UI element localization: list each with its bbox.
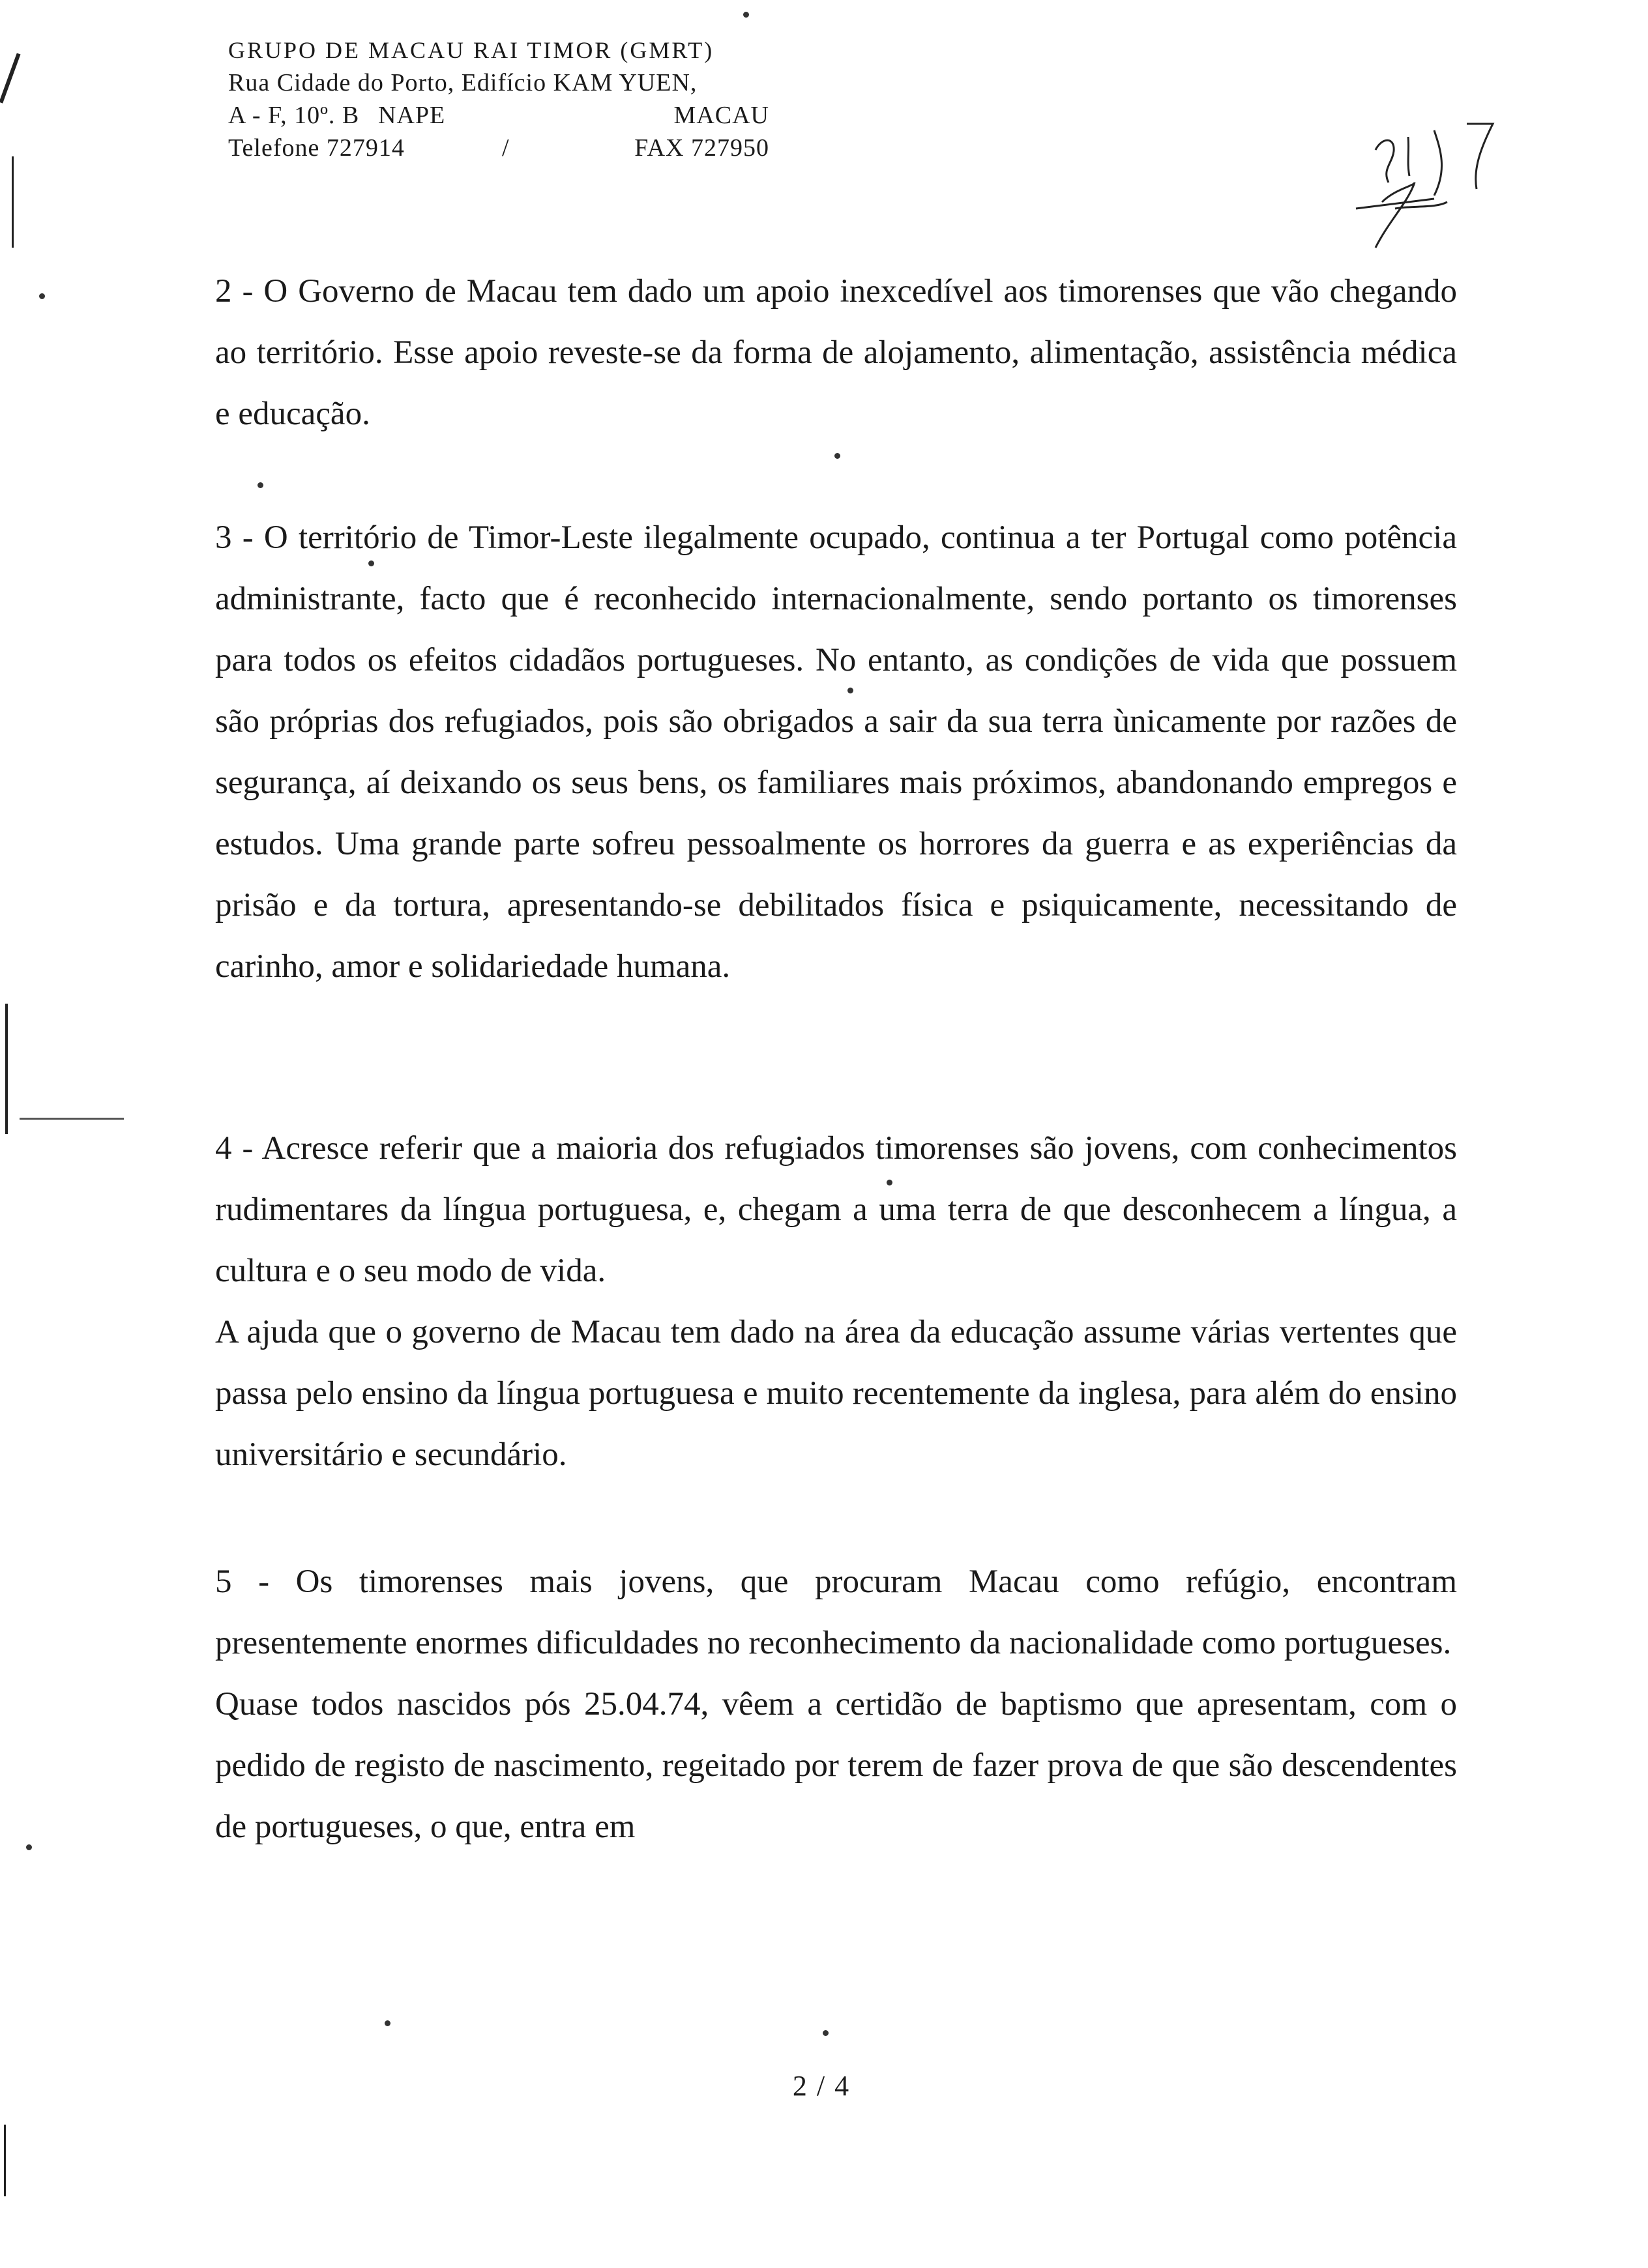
paragraph-3-text: 3 - O território de Timor-Leste ilegalmente ocupado, continua a ter Portugal como potência administrante, facto que é reconhecido internacionalmente, sendo portanto os timorenses para todos os efeitos cidadãos portugueses. No entanto, as condições de vida que possuem são próprias dos refugiados, pois são obrigados a sair da sua terra ùnicamente por razões de segurança, aí deixando os seus bens, os familiares mais próximos, abandonando empregos e estudos. Uma grande parte sofreu pessoalmente os horrores da guerra e as experiências da prisão e da tortura, apresentando-se debilitados física e psiquicamente, necessitando de carinho, amor e solidariedade humana. — [215, 519, 1457, 985]
scan-dot — [39, 293, 45, 299]
scan-dot — [823, 2030, 829, 2036]
scan-artifact — [20, 1118, 124, 1120]
paragraph-4-text-continued: A ajuda que o governo de Macau tem dado na área da educação assume várias vertentes que passa pelo ensino da língua portuguesa e muito recentemente da inglesa, para além do ensino universitário e secundário. — [215, 1314, 1457, 1473]
paragraph-5 — [215, 1551, 1457, 1857]
scan-artifact — [12, 156, 14, 248]
page-number: 2 / 4 — [792, 2070, 851, 2102]
block: A - F, 10º. B — [228, 102, 360, 129]
organization-name: GRUPO DE MACAU RAI TIMOR (GMRT) — [228, 37, 714, 63]
paragraph-5-text-continued: Quase todos nascidos pós 25.04.74, vêem a certidão de baptismo que apresentam, com o pedido de registo de nascimento, regeitado por terem de fazer prova de que são descendentes de portugueses, o que, entra em — [215, 1686, 1457, 1845]
paragraph-3 — [215, 507, 1457, 997]
paragraph-4-text: 4 - Acresce referir que a maioria dos refugiados timorenses são jovens, com conhecimentos rudimentares da língua portuguesa, e, chegam a uma terra de que desconhecem a língua, a cultura e o seu modo de vida. — [215, 1130, 1457, 1289]
contact-separator: / — [502, 134, 510, 162]
city: MACAU — [673, 102, 769, 129]
scan-artifact — [5, 1004, 8, 1134]
scan-dot — [26, 1844, 32, 1850]
scan-dot — [834, 453, 840, 459]
block-line — [228, 99, 769, 132]
scan-artifact — [0, 53, 20, 103]
paragraph-2 — [215, 261, 1457, 444]
scan-dot — [258, 482, 263, 488]
address-line: Rua Cidade do Porto, Edifício KAM YUEN, — [228, 69, 698, 96]
paragraph-5-text: 5 - Os timorenses mais jovens, que procuram Macau como refúgio, encontram presentemente enormes dificuldades no reconhecimento da nacionalidade como portugueses. — [215, 1563, 1457, 1661]
scan-dot — [887, 1180, 892, 1185]
scan-artifact — [4, 2125, 6, 2196]
paragraph-2-text: 2 - O Governo de Macau tem dado um apoio inexcedível aos timorenses que vão chegando ao território. Esse apoio reveste-se da forma de alojamento, alimentação, assistência médica e educação. — [215, 273, 1457, 432]
scan-dot — [847, 688, 853, 693]
fax: FAX 727950 — [634, 134, 769, 162]
scan-dot — [743, 12, 749, 18]
scan-dot — [368, 560, 374, 566]
paragraph-4 — [215, 1118, 1457, 1485]
scan-dot — [385, 2020, 390, 2026]
contact-line — [228, 132, 769, 164]
phone: Telefone 727914 — [228, 134, 405, 162]
district: NAPE — [378, 102, 446, 129]
letterhead — [228, 34, 769, 164]
handwritten-annotation — [1336, 111, 1519, 267]
